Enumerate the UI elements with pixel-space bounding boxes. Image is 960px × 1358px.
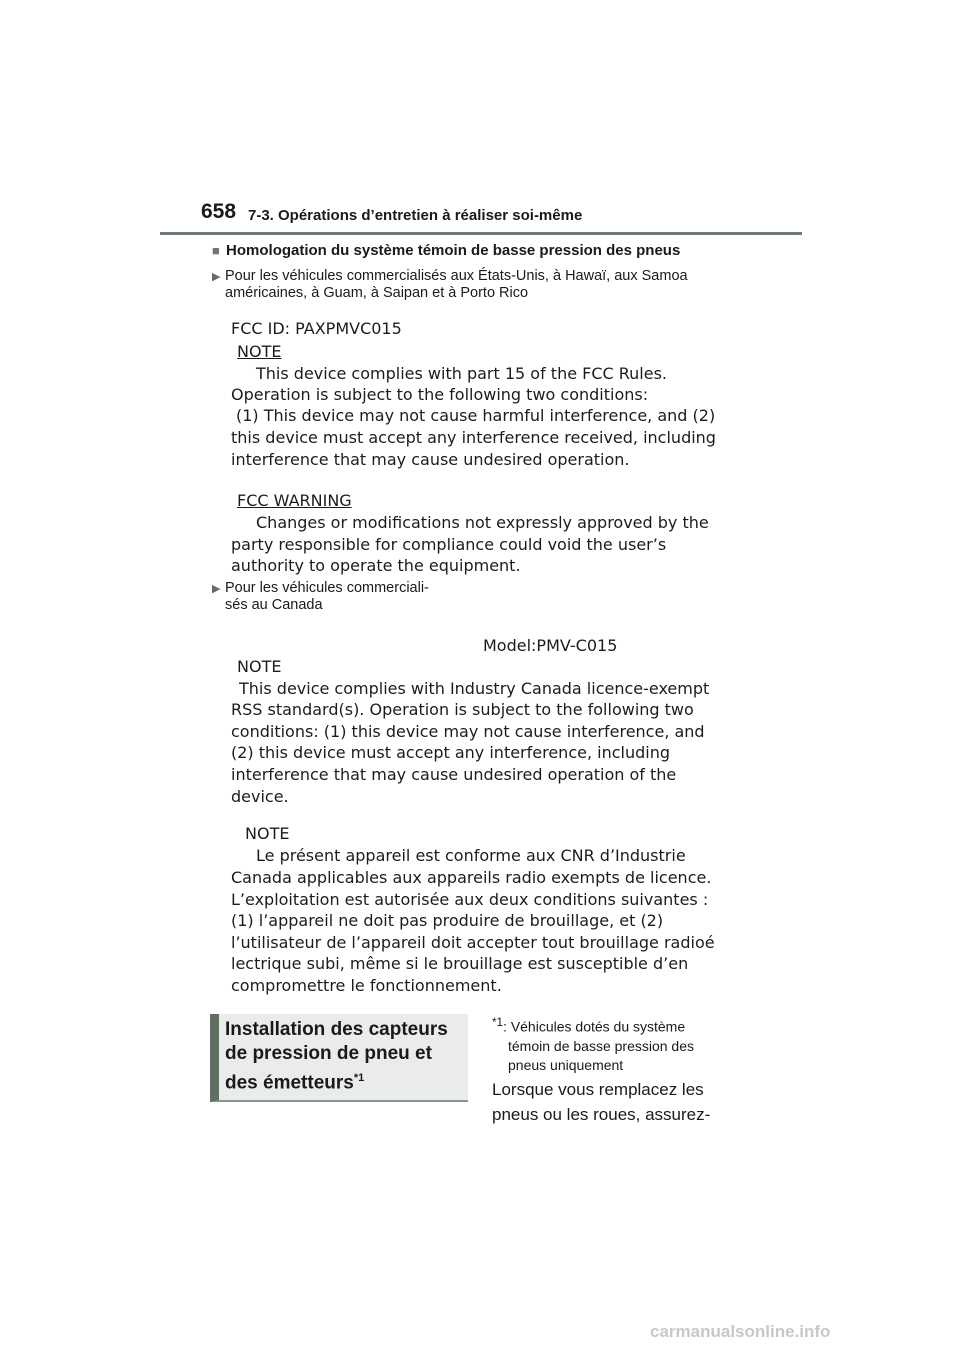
subheading-text: Homologation du système témoin de basse pression des pneus — [226, 242, 681, 259]
canada-line: l’utilisateur de l’appareil doit accepter tout brouillage radioé — [231, 933, 715, 952]
square-bullet-icon: ■ — [212, 243, 220, 258]
bullet-line: sés au Canada — [225, 597, 323, 613]
canada-line: L’exploitation est autorisée aux deux conditions suivantes : — [231, 890, 709, 909]
fcc-line: authority to operate the equipment. — [231, 556, 521, 575]
body-line: pneus ou les roues, assurez- — [492, 1105, 711, 1124]
fcc-line: Operation is subject to the following two conditions: — [231, 385, 649, 404]
arrow-bullet-icon: ▶ — [212, 583, 221, 595]
section-title: 7-3. Opérations d’entretien à réaliser soi-même — [248, 207, 583, 224]
installation-heading-box — [210, 1014, 468, 1102]
canada-line: RSS standard(s). Operation is subject to the following two — [231, 700, 694, 719]
fcc-note-heading: NOTE — [237, 342, 282, 361]
fcc-line: party responsible for compliance could void the user’s — [231, 535, 667, 554]
body-paragraph — [492, 1077, 710, 1127]
bullet-line: Pour les véhicules commerciali- — [225, 580, 429, 596]
model-label: Model:PMV-C015 — [483, 636, 618, 655]
canada-line: This device complies with Industry Canada licence-exempt — [239, 679, 710, 698]
fcc-line: Changes or modifications not expressly approved by the — [256, 513, 709, 532]
canada-line: interference that may cause undesired operation of the — [231, 765, 677, 784]
canada-line: lectrique subi, même si le brouillage est susceptible d’en — [231, 954, 689, 973]
installation-heading-line: de pression de pneu et — [225, 1043, 432, 1064]
bullet-line: américaines, à Guam, à Saipan et à Porto Rico — [225, 285, 529, 301]
watermark: carmanualsonline.info — [650, 1322, 831, 1341]
subheading — [212, 242, 680, 259]
footnote-line: pneus uniquement — [508, 1056, 624, 1073]
canada-line: Le présent appareil est conforme aux CNR d’Industrie — [256, 846, 686, 865]
installation-heading-line: Installation des capteurs — [225, 1019, 448, 1040]
body-line: Lorsque vous remplacez les — [492, 1080, 704, 1099]
footnote-line: Véhicules dotés du système — [510, 1018, 686, 1035]
canada-note-heading: NOTE — [237, 657, 282, 676]
footnote-reference: *1 — [353, 1072, 365, 1084]
fcc-line: this device must accept any interference received, including — [231, 428, 716, 447]
footnote-mark: *1 — [492, 1016, 504, 1029]
bullet-line: Pour les véhicules commercialisés aux États-Unis, à Hawaï, aux Samoa — [225, 268, 688, 284]
fcc-line: This device complies with part 15 of the FCC Rules. — [256, 364, 668, 383]
canada-line: (1) l’appareil ne doit pas produire de brouillage, et (2) — [231, 911, 664, 930]
bullet-usa — [212, 268, 688, 301]
canada-line: Canada applicables aux appareils radio exempts de licence. — [231, 868, 712, 887]
fcc-id: FCC ID: PAXPMVC015 — [231, 319, 402, 338]
header-divider — [160, 232, 802, 235]
fcc-warning-heading: FCC WARNING — [237, 491, 352, 510]
installation-heading-line: des émetteurs — [225, 1072, 354, 1094]
footnote: $^{*1}$: Véhicules dotés du système témoin de basse pression des pneus uniquement — [492, 1016, 694, 1073]
fcc-line: (1) This device may not cause harmful interference, and (2) — [236, 406, 716, 425]
canada-line: (2) this device must accept any interference, including — [231, 743, 670, 762]
canada-line: device. — [231, 787, 289, 806]
bullet-canada — [212, 580, 429, 613]
canada-line: conditions: (1) this device may not cause interference, and — [231, 722, 705, 741]
canada-line: compromettre le fonctionnement. — [231, 976, 502, 995]
page-number: 658 — [201, 200, 237, 223]
arrow-bullet-icon: ▶ — [212, 271, 221, 283]
canada-note-heading-fr: NOTE — [245, 824, 290, 843]
fcc-line: interference that may cause undesired operation. — [231, 450, 630, 469]
footnote-line: témoin de basse pression des — [508, 1037, 694, 1054]
